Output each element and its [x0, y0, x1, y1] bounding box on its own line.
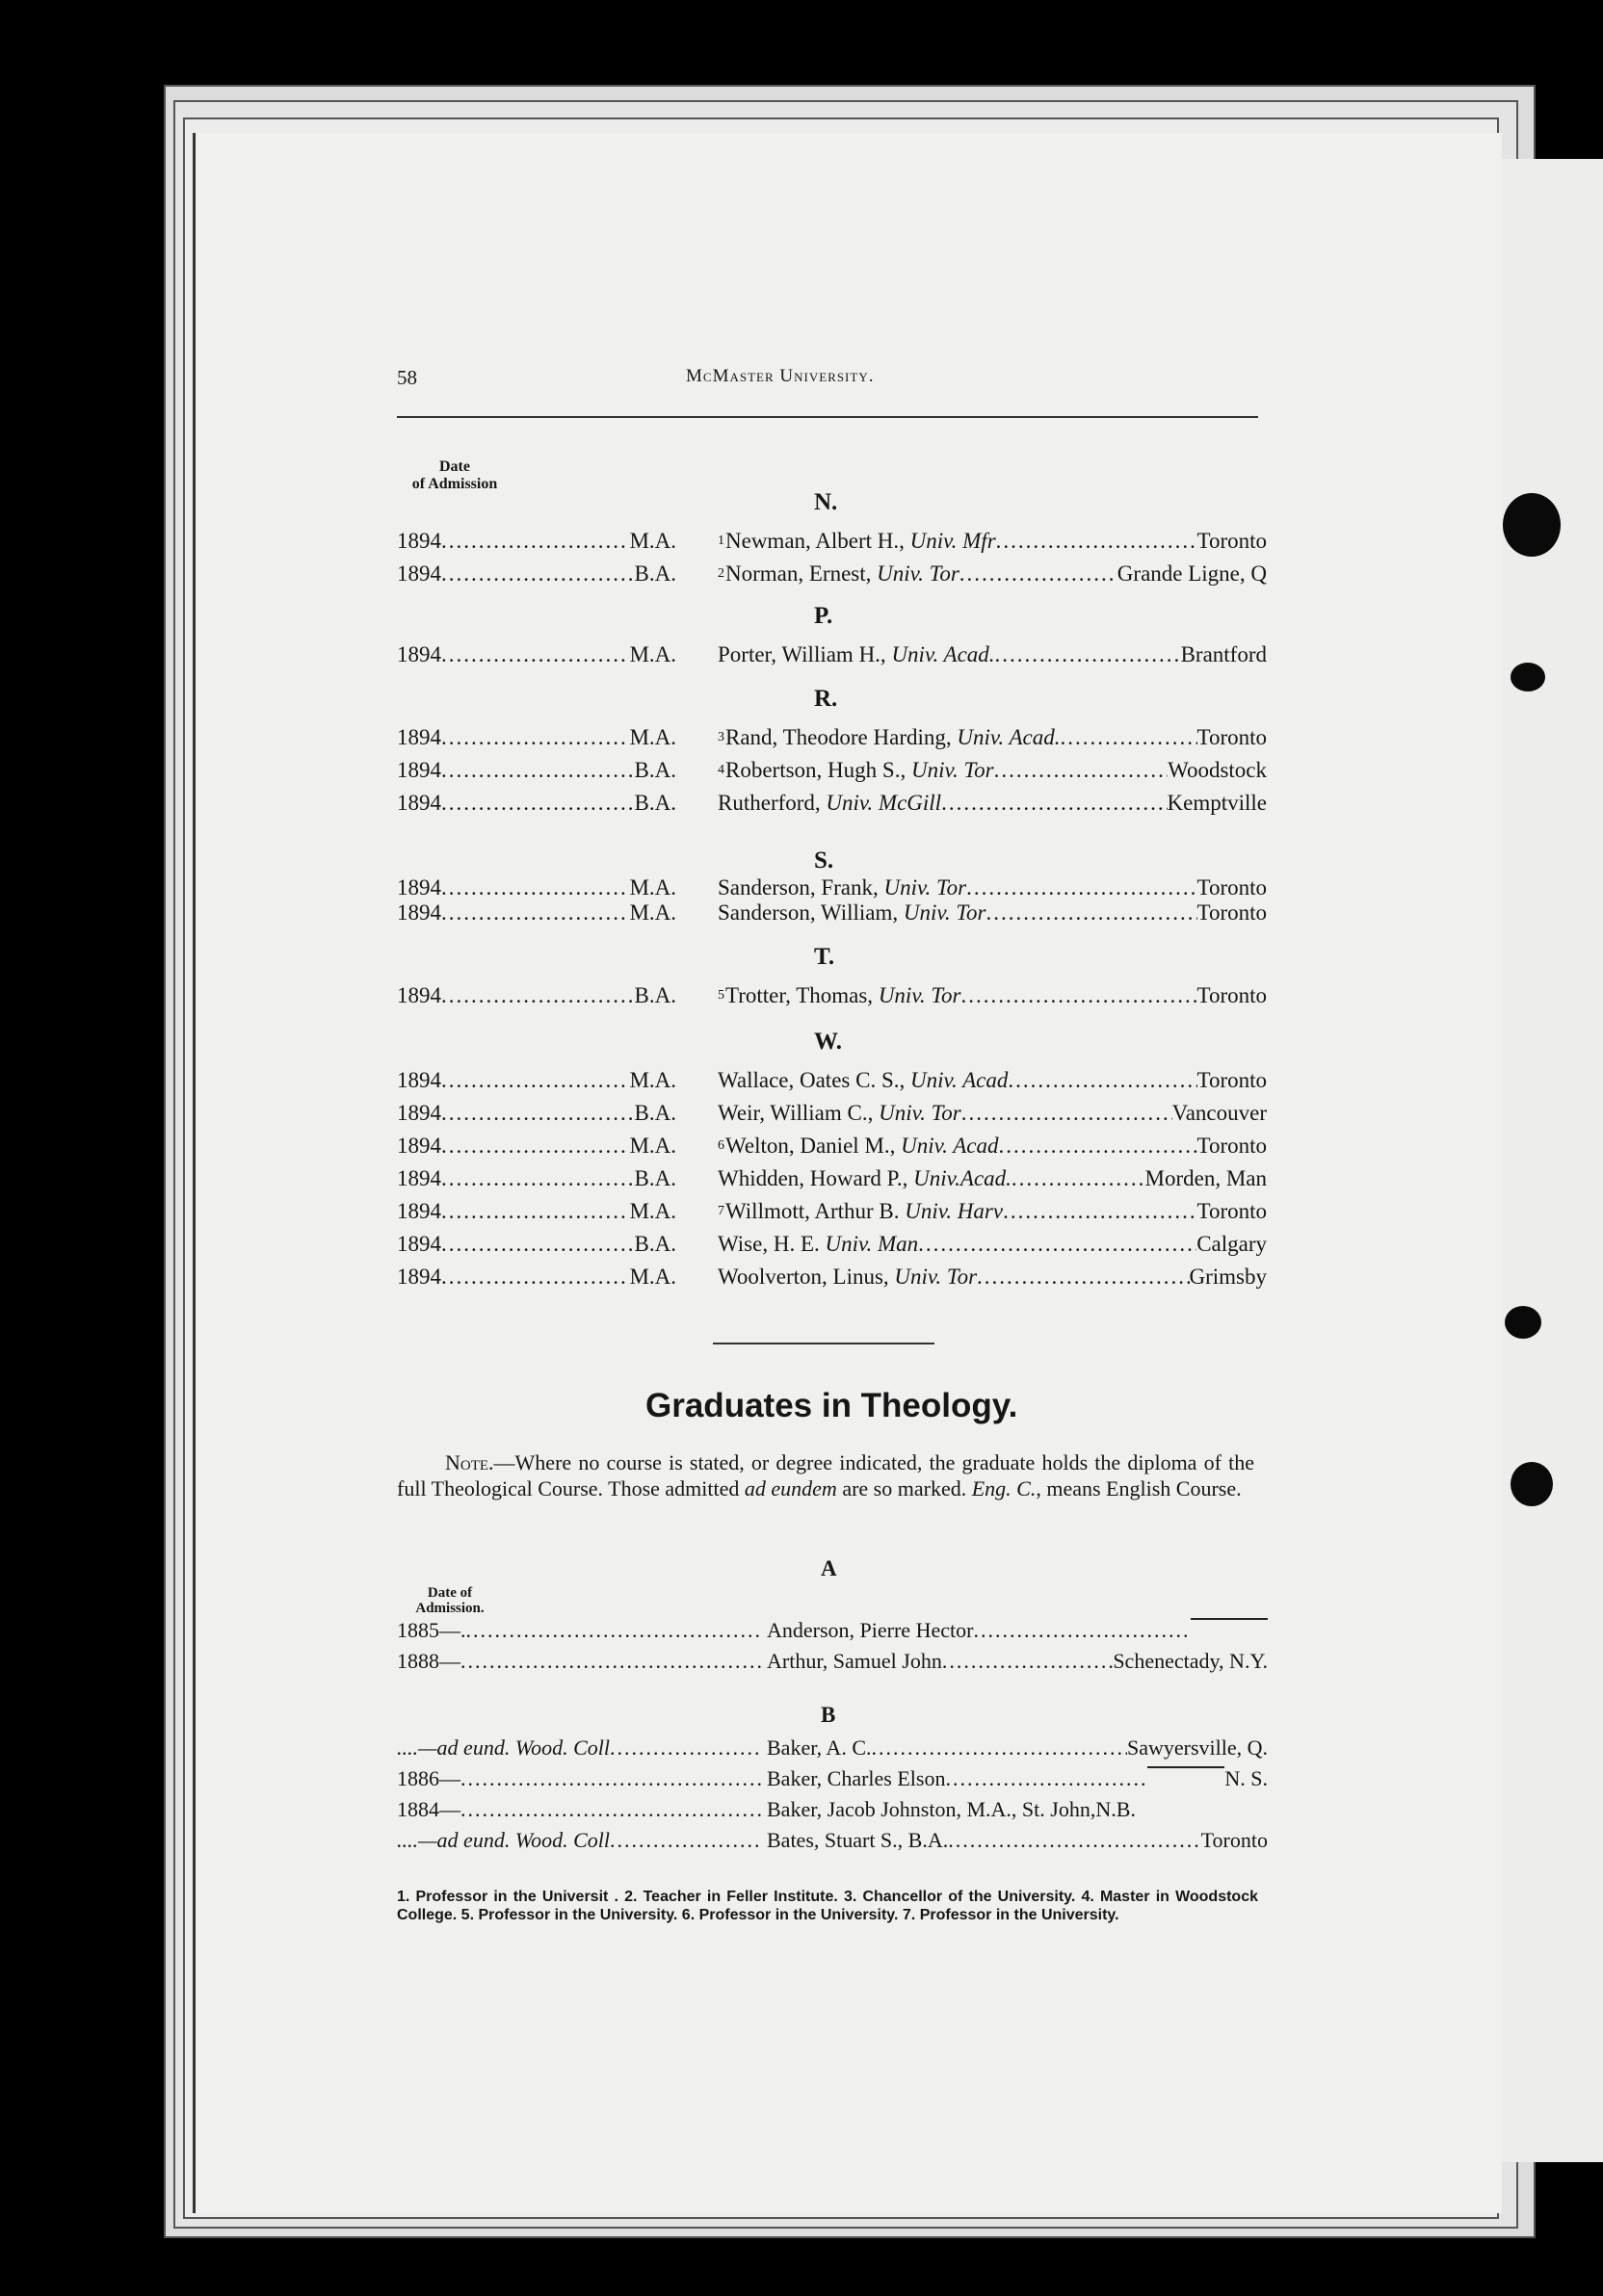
leader-dots: [441, 526, 629, 557]
leader-dots: [918, 1229, 1196, 1260]
admission-date-text: 1888—: [397, 1649, 460, 1673]
graduate-name-wrap: [718, 639, 995, 670]
graduate-name-wrap: [718, 755, 994, 786]
note-italic: Eng. C.: [971, 1476, 1037, 1500]
admission-date: [397, 898, 676, 928]
footnote-marker: 4: [718, 763, 724, 777]
graduate-row: [397, 1262, 1267, 1292]
graduate-entry: [718, 755, 1267, 786]
admission-year: 1894: [397, 875, 441, 900]
leader-dots: [610, 1734, 763, 1762]
section-letter: S.: [814, 848, 834, 874]
residence: Toronto: [1196, 1199, 1267, 1223]
residence: Toronto: [1196, 725, 1267, 749]
residence: Grimsby: [1189, 1265, 1267, 1289]
institution: Univ. Mfr: [909, 529, 996, 553]
graduate-name: Wallace, Oates C. S.,: [718, 1068, 906, 1092]
degree: M.A.: [629, 1265, 676, 1289]
graduate-entry: [767, 1826, 1268, 1855]
graduate-name-wrap: [718, 1131, 998, 1161]
graduate-name-wrap: [718, 559, 959, 589]
admission-date-text: ....—ad eund. Wood. Coll: [397, 1735, 611, 1760]
admission-date: [397, 1647, 763, 1676]
footnote-marker: 6: [718, 1138, 724, 1153]
residence: Toronto: [1196, 529, 1267, 553]
residence: Toronto: [1200, 1828, 1268, 1852]
graduate-name: Rand, Theodore Harding,: [725, 725, 952, 749]
leader-dots: [994, 755, 1168, 786]
theology-graduate-row: [397, 1647, 1268, 1676]
admission-year: 1894: [397, 725, 441, 749]
leader-dots: [460, 1795, 763, 1824]
leader-dots: [441, 1163, 635, 1194]
section-divider: [713, 1343, 934, 1344]
admission-date-text: ....—ad eund. Wood. Coll: [397, 1828, 611, 1852]
institution: Univ. Acad.: [957, 725, 1061, 749]
institution: Univ. Tor: [894, 1265, 978, 1289]
graduate-row: [397, 755, 1267, 786]
leader-dots: [460, 1647, 763, 1676]
leader-dots: [959, 559, 1117, 589]
residence: Toronto: [1196, 1068, 1267, 1092]
graduate-name: Willmott, Arthur B.: [725, 1199, 900, 1223]
theology-note: [397, 1449, 1254, 1501]
leader-dots: [441, 559, 635, 589]
degree: M.A.: [629, 1199, 676, 1223]
admission-date: [397, 1131, 676, 1161]
graduate-entry: [767, 1647, 1268, 1676]
graduate-entry: [718, 722, 1267, 753]
leader-dots: [977, 1262, 1189, 1292]
admission-year: 1894: [397, 983, 441, 1007]
column-head-line: Date of: [427, 1585, 473, 1601]
footnote-marker: 5: [718, 988, 724, 1003]
graduate-row: [397, 639, 1267, 670]
graduate-entry: [718, 788, 1267, 819]
institution: Univ. Tor: [878, 983, 961, 1007]
admission-year: 1894: [397, 561, 441, 586]
note-text: , means English Course.: [1036, 1476, 1242, 1500]
theology-column-head: [397, 1585, 503, 1616]
admission-year: 1894: [397, 642, 441, 666]
graduate-name: Welton, Daniel M.,: [725, 1134, 896, 1158]
residence: Schenectady, N.Y.: [1113, 1649, 1268, 1673]
note-italic: ad eundem: [744, 1476, 837, 1500]
residence: Calgary: [1196, 1232, 1267, 1256]
leader-dots: [441, 1131, 629, 1161]
graduate-entry: [718, 1262, 1267, 1292]
graduate-row: [397, 526, 1267, 557]
arts-column-head: [397, 458, 512, 493]
graduate-name: Bates, Stuart S., B.A.: [767, 1828, 949, 1852]
theology-graduate-row: [397, 1616, 1268, 1645]
degree: B.A.: [634, 1166, 676, 1190]
leader-dots: [441, 755, 635, 786]
leader-dots: [441, 1229, 635, 1260]
leader-dots: [441, 898, 629, 928]
degree: M.A.: [629, 725, 676, 749]
admission-date: [397, 1229, 676, 1260]
residence: Toronto: [1196, 875, 1267, 900]
leader-dots: [1008, 1065, 1196, 1096]
admission-date: [397, 722, 676, 753]
admission-date: [397, 1098, 676, 1129]
admission-year: 1894: [397, 1199, 441, 1223]
graduate-name: Rutherford,: [718, 791, 821, 815]
graduate-entry: [718, 559, 1267, 589]
graduate-entry: [718, 1065, 1267, 1096]
section-letter: A: [821, 1556, 837, 1580]
institution: Univ. Tor: [877, 561, 959, 586]
leader-dots: [973, 1616, 1191, 1645]
graduate-name: Norman, Ernest,: [725, 561, 872, 586]
theology-graduate-row: [397, 1734, 1268, 1762]
section-letter: N.: [814, 489, 838, 515]
footnote-marker: 3: [718, 730, 724, 744]
leader-dots: [1060, 722, 1196, 753]
institution: Univ. Man: [825, 1232, 919, 1256]
residence: N. S.: [1224, 1766, 1268, 1790]
admission-year: 1894: [397, 791, 441, 815]
leader-dots: [948, 1826, 1200, 1855]
graduate-entry: [718, 1098, 1267, 1129]
degree: B.A.: [634, 791, 676, 815]
institution: Univ. Tor: [883, 875, 967, 900]
institution: Univ. Acad: [901, 1134, 999, 1158]
graduate-name: Weir, William C.,: [718, 1101, 874, 1125]
graduate-row: [397, 722, 1267, 753]
section-letter: T.: [814, 944, 835, 970]
graduate-name-wrap: [718, 1098, 961, 1129]
graduate-entry: [718, 1229, 1267, 1260]
admission-year: 1894: [397, 758, 441, 782]
graduate-name-wrap: [718, 1196, 1003, 1227]
admission-year: 1894: [397, 1134, 441, 1158]
graduate-name: Trotter, Thomas,: [725, 983, 874, 1007]
admission-date-text: 1886—: [397, 1766, 460, 1790]
residence: Toronto: [1196, 983, 1267, 1007]
leader-dots: [610, 1826, 763, 1855]
residence: Morden, Man: [1144, 1166, 1267, 1190]
residence: Toronto: [1196, 900, 1267, 925]
admission-date: [397, 755, 676, 786]
graduate-name: Porter, William H.,: [718, 642, 886, 666]
admission-date-text: 1885—.: [397, 1618, 466, 1642]
blank-residence-dash: [1191, 1606, 1268, 1620]
graduate-name: Baker, A. C.: [767, 1735, 872, 1760]
facing-page-edge: [1486, 159, 1603, 2162]
leader-dots: [960, 980, 1196, 1011]
graduate-name: Anderson, Pierre Hector: [767, 1618, 974, 1642]
graduate-entry: [718, 639, 1267, 670]
graduate-row: [397, 559, 1267, 589]
graduate-name-wrap: [718, 1229, 918, 1260]
note-label: Note.: [445, 1450, 494, 1474]
institution: Univ. McGill: [826, 791, 942, 815]
header-rule: [397, 416, 1258, 418]
footnote-marker: 2: [718, 566, 724, 581]
footnotes: 1. Professor in the Universit . 2. Teacher in Feller Institute. 3. Chancellor of the University. 4. Master in Woodstock College. 5. Professor in the University. 6. Professor in the University. 7. Professor in the University.: [397, 1889, 1258, 1923]
graduate-entry: [767, 1764, 1268, 1793]
graduate-row: [397, 1131, 1267, 1161]
admission-date: [397, 1795, 763, 1824]
column-head-line: Date: [439, 458, 470, 475]
admission-date: [397, 980, 676, 1011]
degree: B.A.: [634, 1232, 676, 1256]
graduate-name-wrap: [718, 722, 1060, 753]
admission-date: [397, 559, 676, 589]
admission-year: 1894: [397, 1232, 441, 1256]
degree: B.A.: [634, 983, 676, 1007]
graduate-entry: [767, 1616, 1268, 1645]
leader-dots: [995, 639, 1181, 670]
leader-dots: [441, 1098, 635, 1129]
graduate-name: Sanderson, Frank,: [718, 875, 879, 900]
admission-date: [397, 639, 676, 670]
leader-dots: [441, 1196, 629, 1227]
leader-dots: [961, 1098, 1172, 1129]
graduate-name: Robertson, Hugh S.,: [725, 758, 907, 782]
graduate-name: Wise, H. E.: [718, 1232, 820, 1256]
theology-graduate-row: [397, 1795, 1268, 1824]
degree: M.A.: [629, 900, 676, 925]
graduate-entry: [718, 980, 1267, 1011]
leader-dots: [942, 1647, 1113, 1676]
graduate-name-wrap: [718, 1262, 977, 1292]
note-text: are so marked.: [836, 1476, 972, 1500]
leader-dots: [460, 1764, 763, 1793]
section-letter: W.: [814, 1029, 842, 1055]
leader-dots: [441, 1262, 629, 1292]
ink-blot: [1511, 1462, 1553, 1506]
ink-blot: [1503, 493, 1561, 557]
column-head-line: Admission.: [415, 1601, 485, 1616]
leader-dots: [998, 1131, 1196, 1161]
admission-date: [397, 1764, 763, 1793]
note-text: —Where no course is stated, or degree indicated, the graduate holds the diploma of the full Theological Course. Those admitted: [397, 1450, 1254, 1500]
ink-blot: [1511, 663, 1545, 691]
degree: B.A.: [634, 758, 676, 782]
residence: Kemptville: [1167, 791, 1267, 815]
graduate-name-wrap: [718, 1163, 1012, 1194]
leader-dots: [441, 788, 635, 819]
graduate-name-wrap: [718, 526, 996, 557]
admission-date: [397, 1262, 676, 1292]
running-head: McMaster University.: [686, 366, 875, 386]
institution: Univ. Harv: [905, 1199, 1004, 1223]
graduate-entry: [718, 898, 1267, 928]
section-title: Graduates in Theology.: [645, 1387, 1018, 1424]
graduate-row: [397, 788, 1267, 819]
admission-year: 1894: [397, 1265, 441, 1289]
theology-graduate-row: [397, 1826, 1268, 1855]
column-head-line: of Admission: [411, 476, 498, 492]
institution: Univ.Acad.: [913, 1166, 1012, 1190]
leader-dots: [441, 1065, 629, 1096]
degree: M.A.: [629, 1068, 676, 1092]
admission-date: [397, 1616, 763, 1645]
leader-dots: [996, 526, 1197, 557]
admission-date-text: 1884—: [397, 1797, 460, 1821]
residence: Woodstock: [1168, 758, 1267, 782]
graduate-row: [397, 1229, 1267, 1260]
institution: Univ. Tor: [879, 1101, 961, 1125]
graduate-name: Baker, Jacob Johnston, M.A., St. John,N.B.: [767, 1797, 1136, 1821]
degree: M.A.: [629, 875, 676, 900]
graduate-name-wrap: [718, 980, 960, 1011]
admission-year: 1894: [397, 900, 441, 925]
residence: Toronto: [1196, 1134, 1267, 1158]
graduate-entry: [718, 1163, 1267, 1194]
graduate-name: Woolverton, Linus,: [718, 1265, 889, 1289]
institution: Univ. Tor: [903, 900, 986, 925]
admission-date: [397, 1065, 676, 1096]
degree: B.A.: [634, 561, 676, 586]
graduate-name-wrap: [718, 898, 986, 928]
section-letter: B: [821, 1703, 836, 1727]
institution: Univ. Acad: [909, 1068, 1009, 1092]
degree: B.A.: [634, 1101, 676, 1125]
graduate-name: Baker, Charles Elson: [767, 1766, 946, 1790]
section-letter: P.: [814, 603, 833, 629]
leader-dots: [872, 1734, 1127, 1762]
ink-blot: [1505, 1306, 1541, 1339]
blank-residence-dash: [1147, 1755, 1224, 1768]
admission-date: [397, 526, 676, 557]
leader-dots: [986, 898, 1197, 928]
graduate-row: [397, 1098, 1267, 1129]
leader-dots: [441, 639, 629, 670]
section-letter: R.: [814, 686, 838, 712]
theology-graduate-row: [397, 1764, 1268, 1793]
residence: Brantford: [1180, 642, 1267, 666]
admission-year: 1894: [397, 1166, 441, 1190]
admission-year: 1894: [397, 1068, 441, 1092]
admission-date: [397, 1734, 763, 1762]
admission-year: 1894: [397, 529, 441, 553]
admission-date: [397, 788, 676, 819]
graduate-entry: [718, 1131, 1267, 1161]
degree: M.A.: [629, 529, 676, 553]
leader-dots: [1012, 1163, 1145, 1194]
graduate-name: Newman, Albert H.,: [725, 529, 905, 553]
admission-year: 1894: [397, 1101, 441, 1125]
institution: Univ. Acad.: [891, 642, 995, 666]
graduate-name: Whidden, Howard P.,: [718, 1166, 908, 1190]
degree: M.A.: [629, 642, 676, 666]
admission-date: [397, 1163, 676, 1194]
graduate-row: [397, 1196, 1267, 1227]
residence: Sawyersville, Q.: [1126, 1735, 1268, 1760]
graduate-name: Arthur, Samuel John: [767, 1649, 942, 1673]
footnote-marker: 7: [718, 1204, 724, 1218]
graduate-row: [397, 898, 1267, 928]
leader-dots: [945, 1764, 1147, 1793]
graduate-name-wrap: [718, 1065, 1008, 1096]
leader-dots: [441, 722, 629, 753]
residence: Vancouver: [1171, 1101, 1267, 1125]
graduate-row: [397, 1163, 1267, 1194]
residence: Grande Ligne, Q: [1117, 561, 1267, 586]
leader-dots: [941, 788, 1167, 819]
admission-date: [397, 1826, 763, 1855]
admission-date: [397, 1196, 676, 1227]
graduate-entry: [767, 1795, 1268, 1824]
leader-dots: [1003, 1196, 1196, 1227]
graduate-name: Sanderson, William,: [718, 900, 899, 925]
institution: Univ. Tor: [910, 758, 994, 782]
graduate-row: [397, 1065, 1267, 1096]
leader-dots: [466, 1616, 764, 1645]
graduate-name-wrap: [718, 788, 941, 819]
degree: M.A.: [629, 1134, 676, 1158]
footnote-marker: 1: [718, 534, 724, 548]
graduate-entry: [718, 526, 1267, 557]
graduate-entry: [718, 1196, 1267, 1227]
page-number: 58: [397, 366, 417, 389]
leader-dots: [441, 980, 635, 1011]
graduate-row: [397, 980, 1267, 1011]
